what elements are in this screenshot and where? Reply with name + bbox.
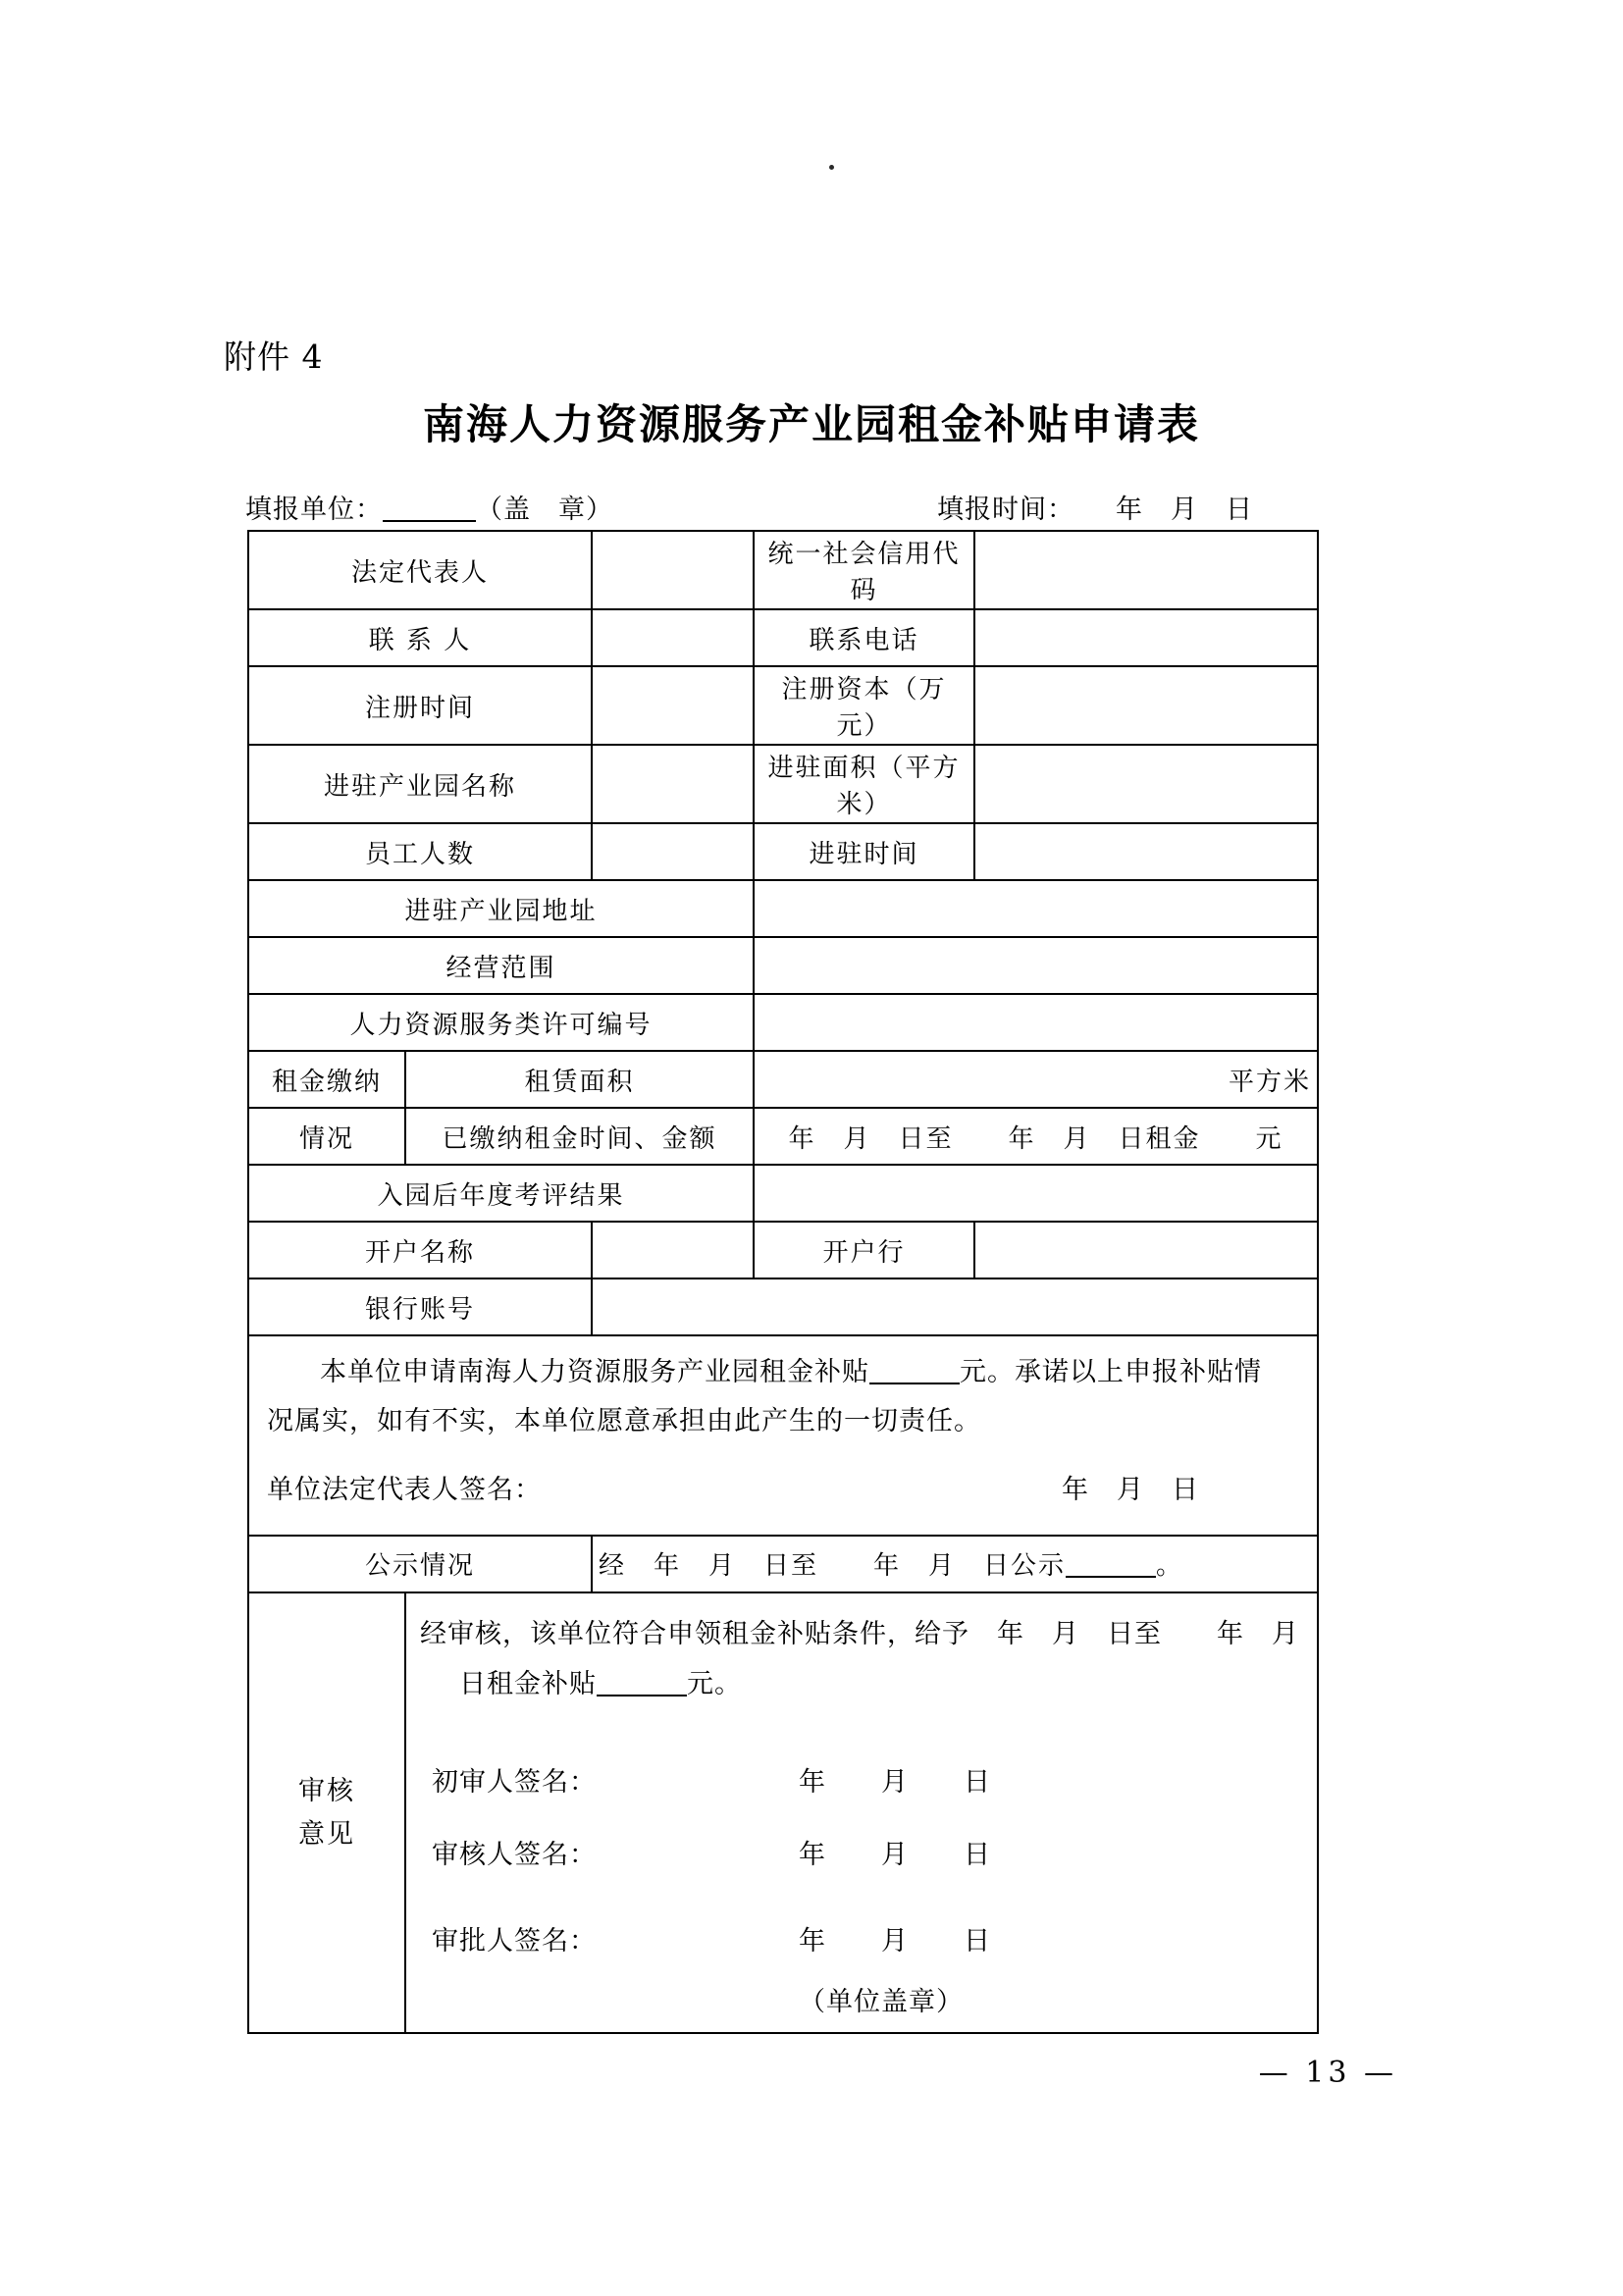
commitment-statement-cell xyxy=(248,1335,1318,1536)
bank-account-name-value[interactable] xyxy=(592,1222,754,1278)
subsidy-amount-blank[interactable] xyxy=(869,1359,960,1384)
credit-code-value[interactable] xyxy=(974,531,1318,609)
audit-text-line1: 经审核，该单位符合申领租金补贴条件，给予 年 月 日至 年 月 xyxy=(420,1618,1299,1649)
staff-count-value[interactable] xyxy=(592,823,754,880)
approver-date[interactable]: 年 月 日 xyxy=(799,1926,991,1957)
park-area-label: 进驻面积（平方米） xyxy=(754,745,974,823)
contact-value[interactable] xyxy=(592,609,754,666)
audit-opinion-text xyxy=(406,1593,1317,1728)
table-row xyxy=(248,1592,1318,2034)
unit-seal-note: （单位盖章） xyxy=(799,1987,964,2018)
annual-review-label: 入园后年度考评结果 xyxy=(248,1165,754,1222)
application-form-table xyxy=(247,530,1319,2034)
license-number-value[interactable] xyxy=(754,994,1318,1051)
park-address-value[interactable] xyxy=(754,880,1318,937)
registered-capital-value[interactable] xyxy=(974,666,1318,745)
page-title: 南海人力资源服务产业园租金补贴申请表 xyxy=(422,400,1200,448)
attachment-label: 附件 4 xyxy=(224,338,324,376)
table-row xyxy=(248,1536,1318,1592)
registration-time-label: 注册时间 xyxy=(248,666,592,745)
entry-time-label: 进驻时间 xyxy=(754,823,974,880)
bank-branch-value[interactable] xyxy=(974,1222,1318,1278)
table-row xyxy=(248,609,1318,666)
staff-count-label: 员工人数 xyxy=(248,823,592,880)
audit-amount-blank[interactable] xyxy=(597,1671,687,1696)
report-date-label: 填报时间： xyxy=(937,495,1074,525)
table-row xyxy=(248,1335,1318,1536)
publicity-value-text: 经 年 月 日至 年 月 日公示 xyxy=(599,1551,1067,1582)
table-row xyxy=(248,994,1318,1051)
legal-rep-value[interactable] xyxy=(592,531,754,609)
audit-opinion-body-cell xyxy=(405,1592,1318,2034)
license-number-label: 人力资源服务类许可编号 xyxy=(248,994,754,1051)
seal-label: （盖 章） xyxy=(476,495,613,525)
park-name-label: 进驻产业园名称 xyxy=(248,745,592,823)
table-row xyxy=(248,937,1318,994)
table-row xyxy=(248,823,1318,880)
legal-rep-signature-row xyxy=(249,1450,1317,1535)
table-row xyxy=(248,531,1318,609)
audit-opinion-label-line1: 审核 xyxy=(298,1776,355,1807)
business-scope-value[interactable] xyxy=(754,937,1318,994)
report-date-ymd[interactable]: 年 月 日 xyxy=(1116,495,1253,525)
bank-account-no-label: 银行账号 xyxy=(248,1278,592,1335)
park-address-label: 进驻产业园地址 xyxy=(248,880,754,937)
reporter-unit-field xyxy=(245,488,613,526)
bank-account-no-value[interactable] xyxy=(592,1278,1318,1335)
park-area-value[interactable] xyxy=(974,745,1318,823)
publicity-blank[interactable] xyxy=(1066,1552,1156,1578)
publicity-value-period: 。 xyxy=(1156,1551,1184,1582)
statement-line1-b: 元。承诺以上申报补贴情 xyxy=(960,1357,1262,1387)
commitment-statement xyxy=(249,1336,1317,1450)
page-mark-dot xyxy=(829,165,834,170)
reviewer-signature-row xyxy=(406,1821,1317,1894)
phone-value[interactable] xyxy=(974,609,1318,666)
audit-text-line2-b: 元。 xyxy=(687,1669,742,1700)
annual-review-value[interactable] xyxy=(754,1165,1318,1222)
lease-area-value[interactable]: 平方米 xyxy=(754,1051,1318,1108)
reviewer-label[interactable]: 审核人签名： xyxy=(432,1840,597,1871)
legal-rep-signature-label[interactable]: 单位法定代表人签名： xyxy=(267,1474,542,1505)
statement-line2: 况属实，如有不实，本单位愿意承担由此产生的一切责任。 xyxy=(267,1405,981,1436)
rent-payment-label-line1: 租金缴纳 xyxy=(248,1051,405,1108)
table-row xyxy=(248,880,1318,937)
rent-payment-label-line2: 情况 xyxy=(248,1108,405,1165)
table-row xyxy=(248,1108,1318,1165)
audit-opinion-label-line2: 意见 xyxy=(298,1818,355,1850)
park-name-value[interactable] xyxy=(592,745,754,823)
table-row xyxy=(248,745,1318,823)
report-date-field xyxy=(937,488,1253,526)
audit-opinion-label xyxy=(248,1592,405,2034)
publicity-label: 公示情况 xyxy=(248,1536,592,1592)
phone-label: 联系电话 xyxy=(754,609,974,666)
reviewer-date[interactable]: 年 月 日 xyxy=(799,1840,991,1871)
first-reviewer-date[interactable]: 年 月 日 xyxy=(799,1767,991,1799)
table-row xyxy=(248,1222,1318,1278)
table-row xyxy=(248,1278,1318,1335)
first-reviewer-signature-row xyxy=(406,1748,1317,1821)
registered-capital-label: 注册资本（万元） xyxy=(754,666,974,745)
business-scope-label: 经营范围 xyxy=(248,937,754,994)
table-row xyxy=(248,1051,1318,1108)
bank-branch-label: 开户行 xyxy=(754,1222,974,1278)
first-reviewer-label[interactable]: 初审人签名： xyxy=(432,1767,597,1799)
registration-time-value[interactable] xyxy=(592,666,754,745)
reporter-unit-blank[interactable] xyxy=(383,495,476,522)
paid-rent-value[interactable]: 年 月 日至 年 月 日租金 元 xyxy=(754,1108,1318,1165)
lease-area-label: 租赁面积 xyxy=(405,1051,754,1108)
statement-line1-a: 本单位申请南海人力资源服务产业园租金补贴 xyxy=(320,1357,869,1387)
approver-label[interactable]: 审批人签名： xyxy=(432,1926,597,1957)
paid-rent-label: 已缴纳租金时间、金额 xyxy=(405,1108,754,1165)
reporter-unit-label: 填报单位： xyxy=(245,495,383,525)
bank-account-name-label: 开户名称 xyxy=(248,1222,592,1278)
credit-code-label: 统一社会信用代码 xyxy=(754,531,974,609)
approver-signature-row xyxy=(406,1907,1317,1980)
legal-rep-signature-date[interactable]: 年 月 日 xyxy=(1062,1474,1200,1505)
entry-time-value[interactable] xyxy=(974,823,1318,880)
page-number: — 13 — xyxy=(1258,2056,1397,2090)
audit-text-line2-a: 日租金补贴 xyxy=(459,1669,597,1700)
table-row xyxy=(248,666,1318,745)
contact-label: 联 系 人 xyxy=(248,609,592,666)
legal-rep-label: 法定代表人 xyxy=(248,531,592,609)
table-row xyxy=(248,1165,1318,1222)
publicity-value[interactable] xyxy=(592,1536,1318,1592)
